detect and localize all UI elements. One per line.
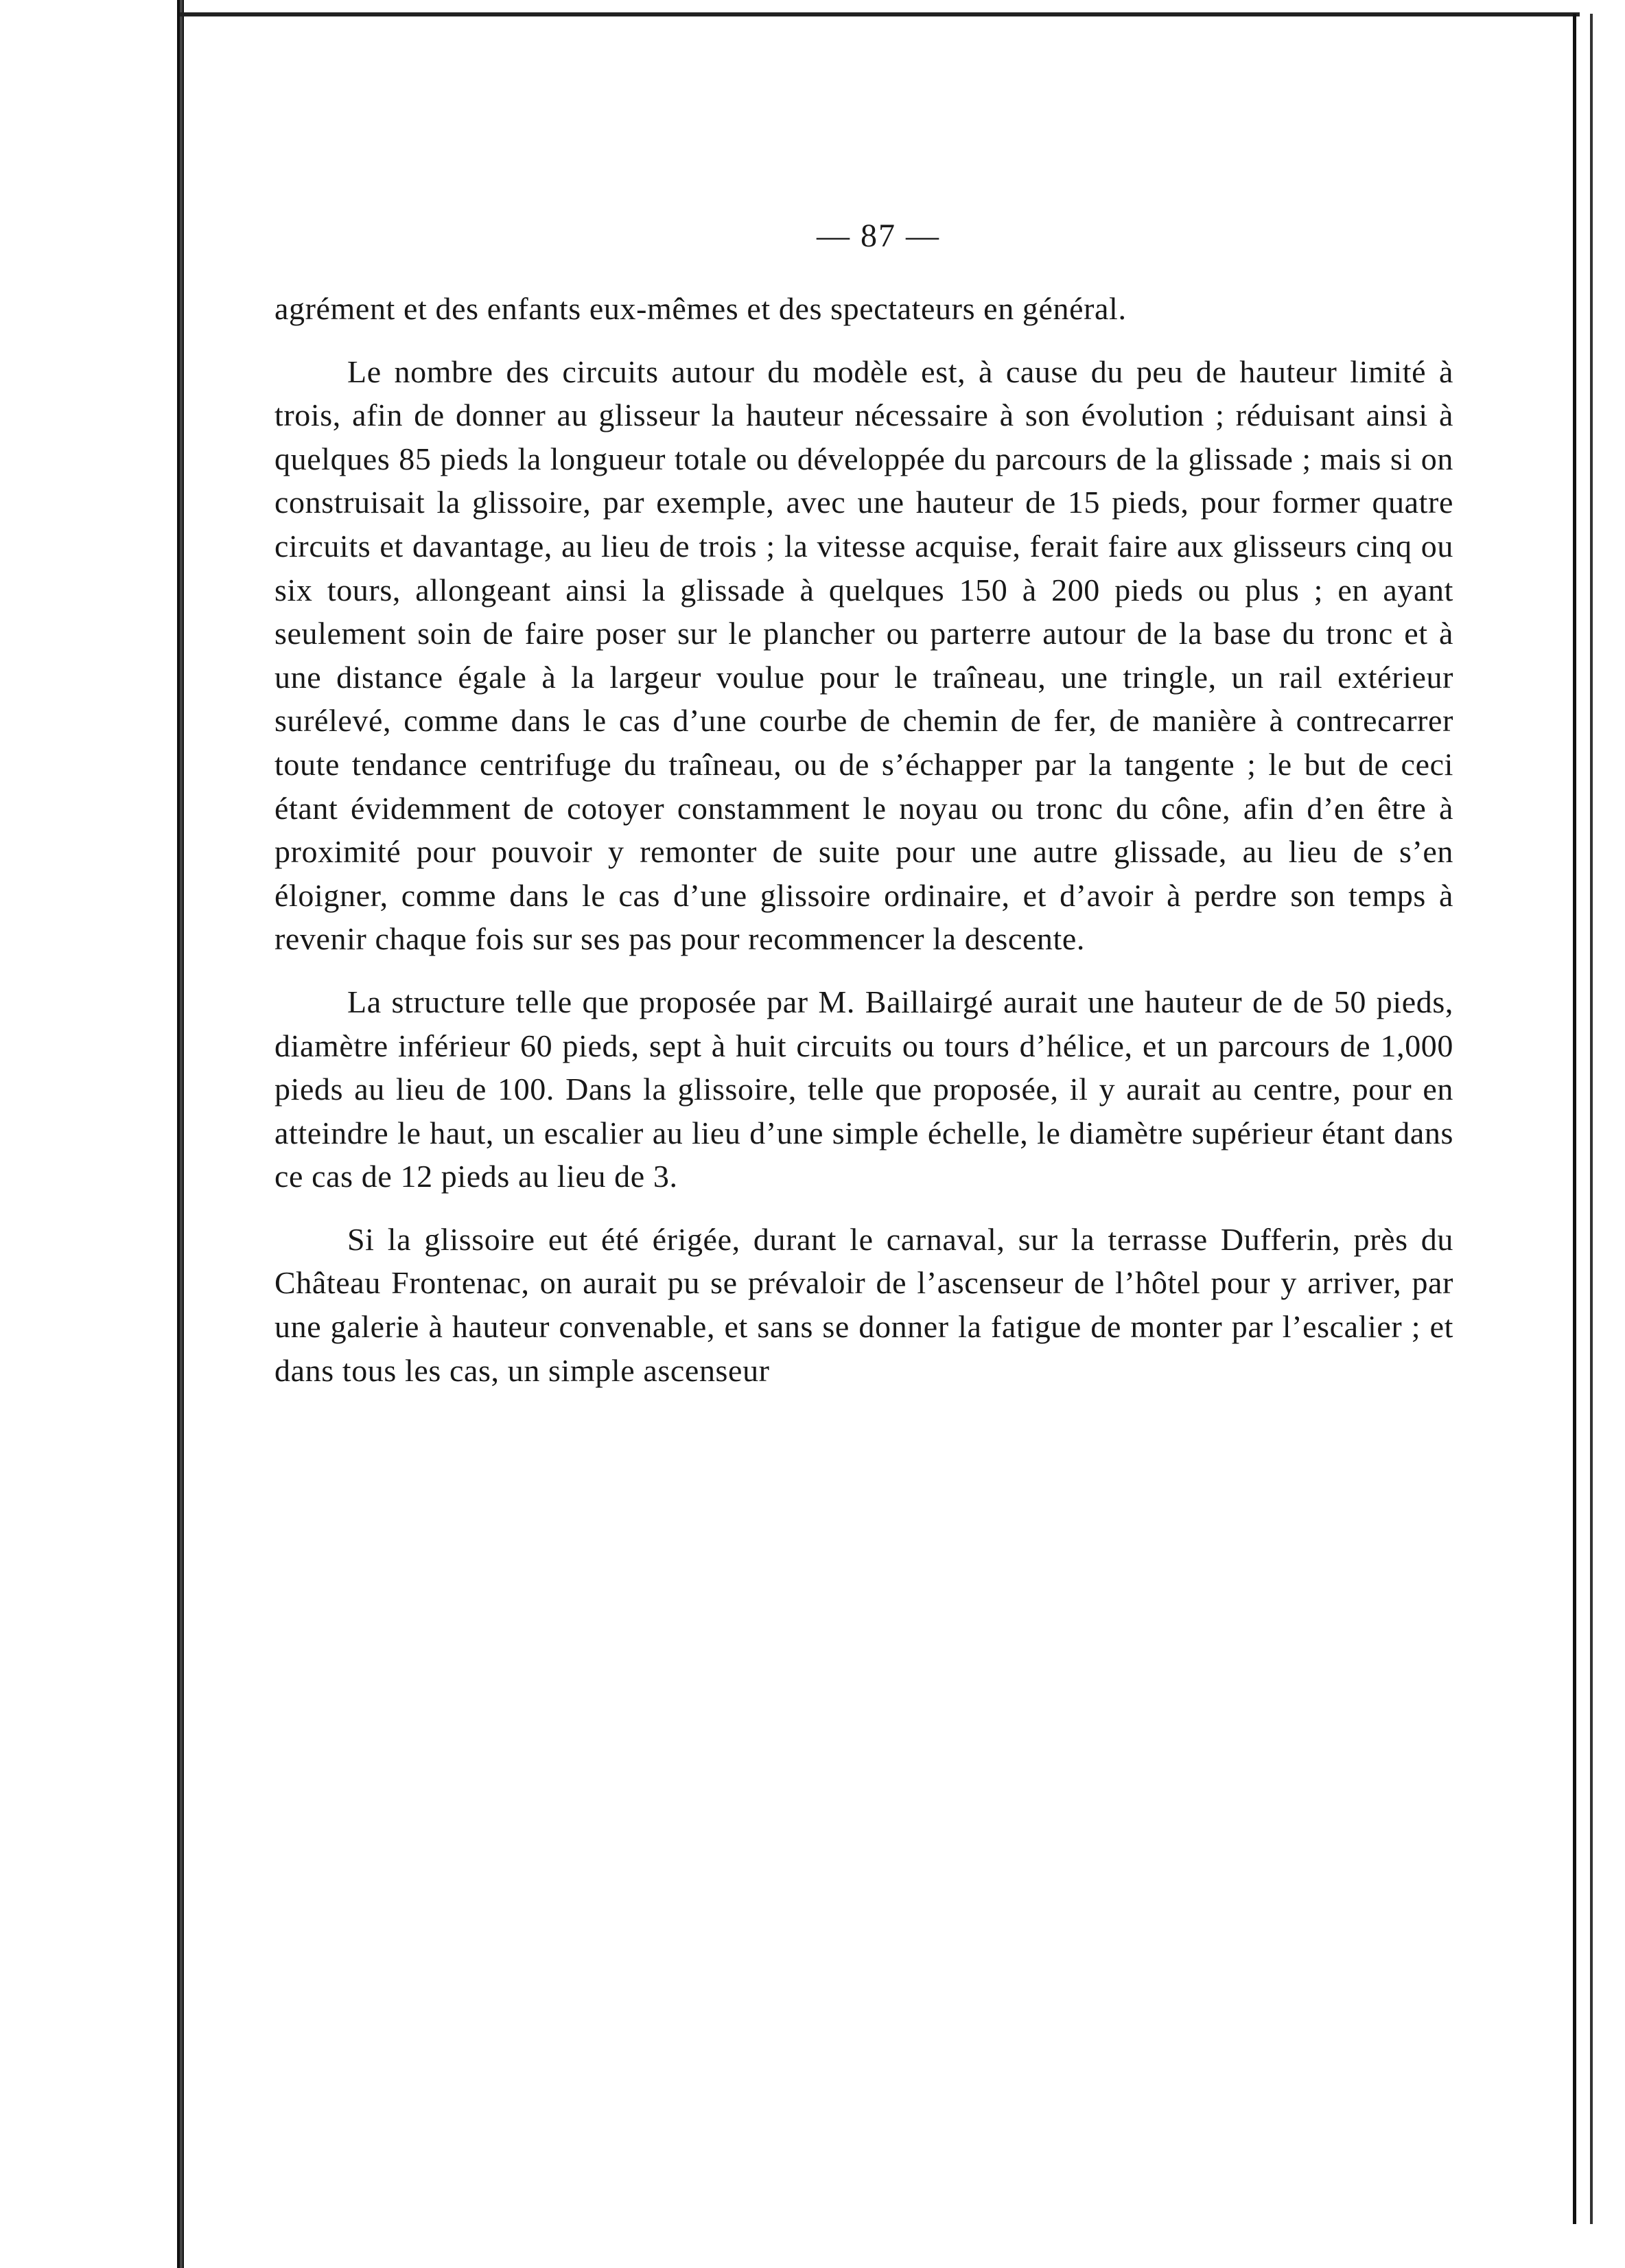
book-page: [184, 16, 1573, 2234]
paragraph-circuits: Le nombre des circuits autour du modèle est, à cause du peu de hauteur limité à trois, afin de donner au glisseur la hauteur nécessaire à son évolution ; réduisant ainsi à quelques 85 pieds la longueur totale ou développée du parcours de la glissade ; mais si on construisait la glissoire, par exemple, avec une hauteur de 15 pieds, pour former quatre circuits et davantage, au lieu de trois ; la vitesse acquise, ferait faire aux glisseurs cinq ou six tours, allongeant ainsi la glissade à quelques 150 à 200 pieds ou plus ; en ayant seulement soin de faire poser sur le plancher ou parterre autour de la base du tronc et à une distance égale à la largeur voulue pour le traîneau, une tringle, un rail extérieur surélevé, comme dans le cas d’une courbe de chemin de fer, de manière à contrecarrer toute tendance centrifuge du traîneau, ou de s’échapper par la tangente ; le but de ceci étant évidemment de cotoyer constamment le noyau ou tronc du cône, afin d’en être à proximité pour pouvoir y remonter de suite pour une autre glissade, au lieu de s’en éloigner, comme dans le cas d’une glissoire ordinaire, et d’avoir à perdre son temps à revenir chaque fois sur ses pas pour recommencer la descente.: [274, 354, 1453, 957]
page-right-edge: [1573, 14, 1593, 2224]
paragraph-terrasse: Si la glissoire eut été érigée, durant le carnaval, sur la terrasse Dufferin, près du Château Frontenac, on aurait pu se prévaloir de l’ascenseur de l’hôtel pour y arriver, par une galerie à hauteur convenable, et sans se donner la fatigue de monter par l’escalier ; et dans tous les cas, un simple ascenseur: [274, 1221, 1453, 1388]
paragraph-continuation: agrément et des enfants eux-mêmes et des spectateurs en général.: [274, 291, 1127, 326]
paragraph-structure: La structure telle que proposée par M. Baillairgé aurait une hauteur de de 50 pieds, diamètre inférieur 60 pieds, sept à huit circuits ou tours d’hélice, et un parcours de 1,000 pieds au lieu de 100. Dans la glissoire, telle que proposée, il y aurait au centre, pour en atteindre le haut, un escalier au lieu d’une simple échelle, le diamètre supérieur étant dans ce cas de 12 pieds au lieu de 3.: [274, 984, 1453, 1194]
scan-left-margin: [0, 0, 184, 2268]
body-text: [274, 287, 1453, 1411]
page-left-edge: [180, 0, 183, 2268]
page-number: — 87 —: [817, 218, 940, 254]
